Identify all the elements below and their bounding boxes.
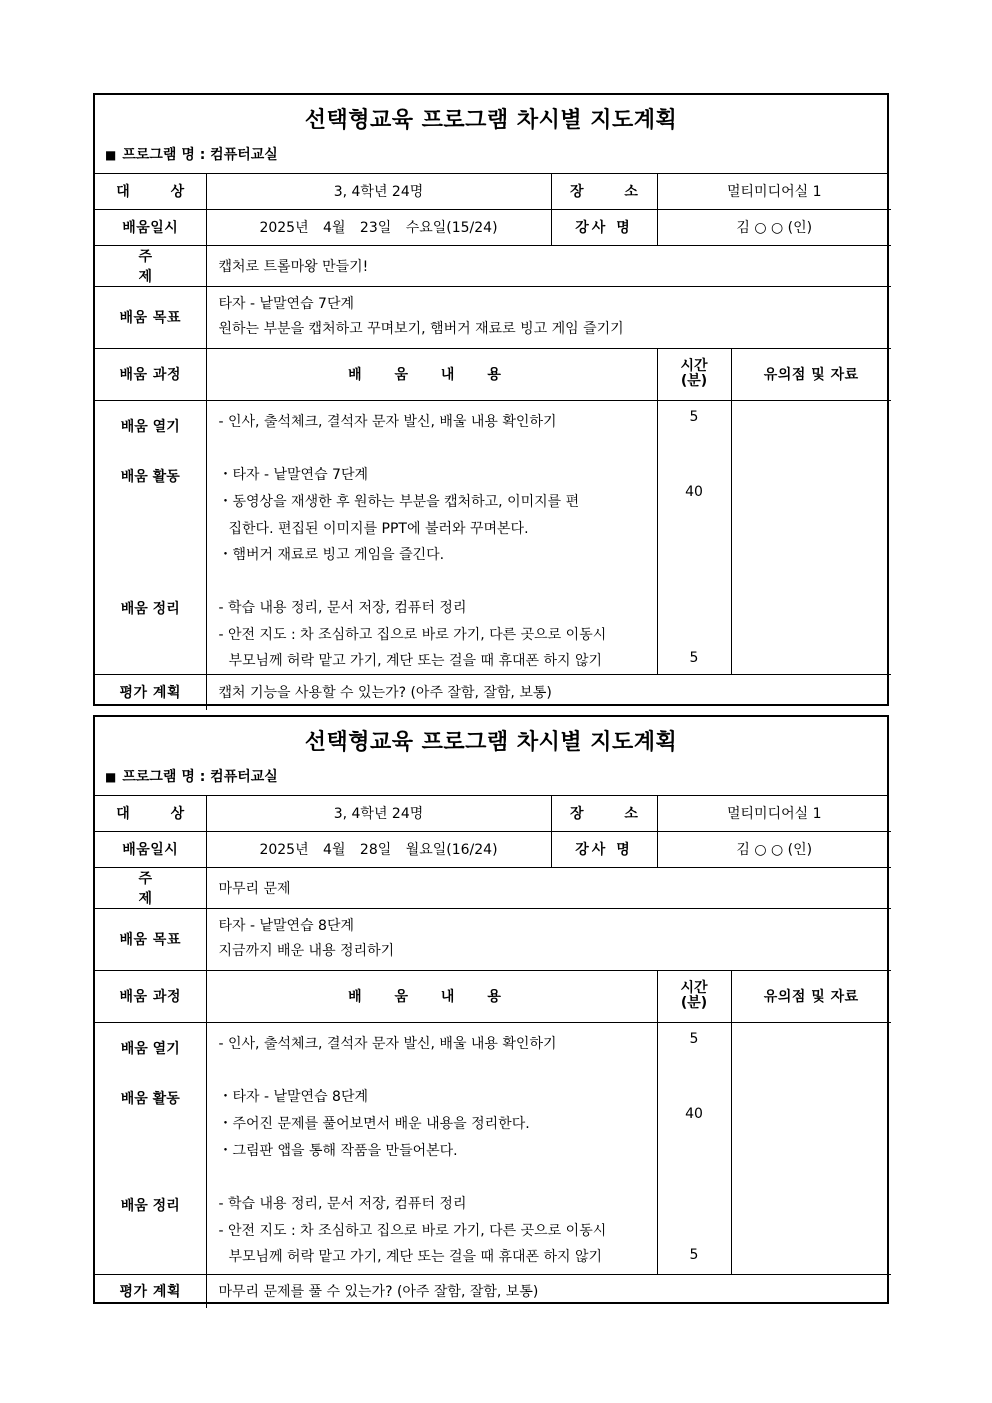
notes-column <box>731 400 891 674</box>
stage-opening: 배움 열기 <box>120 1040 180 1057</box>
content-line: - 학습 내용 정리, 문서 저장, 컴퓨터 정리 <box>218 1195 467 1212</box>
time-column <box>657 1022 731 1274</box>
process-column <box>95 1022 206 1274</box>
content-line: 집한다. 편집된 이미지를 PPT에 불러와 꾸며본다. <box>228 520 529 537</box>
stage-closing: 배움 정리 <box>120 1197 180 1214</box>
content-line: ・타자 - 낱말연습 8단계 <box>218 1088 369 1105</box>
document-title: 선택형교육 프로그램 차시별 지도계획 <box>304 730 678 755</box>
datetime-value: 2025년 4월 23일 수요일(15/24) <box>206 209 551 245</box>
notes-column <box>731 1022 891 1274</box>
lesson-plan-1 <box>93 93 889 706</box>
place-label: 장 소 <box>551 174 657 209</box>
time-value: 5 <box>689 408 699 425</box>
content-line: ・동영상을 재생한 후 원하는 부분을 캡처하고, 이미지를 편 <box>218 493 580 510</box>
square-bullet-icon: ■ <box>105 770 117 784</box>
content-line: ・주어진 문제를 풀어보면서 배운 내용을 정리한다. <box>218 1115 530 1132</box>
topic-label: 주 제 <box>95 867 206 908</box>
content-column <box>206 400 657 674</box>
goal-label: 배움 목표 <box>95 286 206 348</box>
plan-header <box>95 95 887 174</box>
program-name-text: 프로그램 명 : 컴퓨터교실 <box>122 147 278 163</box>
target-value: 3, 4학년 24명 <box>206 174 551 209</box>
evaluation-value: 마무리 문제를 풀 수 있는가? (아주 잘함, 잘함, 보통) <box>206 1274 891 1308</box>
time-value: 5 <box>689 649 699 666</box>
place-value: 멀티미디어실 1 <box>657 174 891 209</box>
evaluation-value: 캡처 기능을 사용할 수 있는가? (아주 잘함, 잘함, 보통) <box>206 674 891 710</box>
goal-line: 원하는 부분을 캡처하고 꾸며보기, 햄버거 재료로 빙고 게임 즐기기 <box>218 321 624 337</box>
goal-line: 지금까지 배운 내용 정리하기 <box>218 943 395 959</box>
content-line: - 안전 지도 : 차 조심하고 집으로 바로 가기, 다른 곳으로 이동시 <box>218 626 607 643</box>
topic-label: 주 제 <box>95 245 206 286</box>
content-header: 배 움 내 용 <box>206 970 657 1022</box>
stage-activity: 배움 활동 <box>120 1090 180 1107</box>
topic-value: 캡처로 트롤마왕 만들기! <box>206 245 891 286</box>
content-line: 부모님께 허락 맡고 가기, 계단 또는 걸을 때 휴대폰 하지 않기 <box>228 1248 603 1265</box>
notes-header: 유의점 및 자료 <box>731 970 891 1022</box>
stage-opening: 배움 열기 <box>120 418 180 435</box>
time-header-line2: (분) <box>680 373 708 389</box>
process-header: 배움 과정 <box>95 348 206 400</box>
plan-table <box>95 174 891 710</box>
goal-line: 타자 - 낱말연습 7단계 <box>218 296 355 312</box>
content-line: ・그림판 앱을 통해 작품을 만들어본다. <box>218 1142 458 1159</box>
document-title: 선택형교육 프로그램 차시별 지도계획 <box>304 108 678 133</box>
notes-header: 유의점 및 자료 <box>731 348 891 400</box>
time-value: 5 <box>689 1246 699 1263</box>
content-line: - 인사, 출석체크, 결석자 문자 발신, 배울 내용 확인하기 <box>218 1035 557 1052</box>
time-header-line1: 시간 <box>680 358 708 374</box>
place-label: 장 소 <box>551 796 657 831</box>
instructor-value: 김 ○ ○ (인) <box>657 209 891 245</box>
instructor-value: 김 ○ ○ (인) <box>657 831 891 867</box>
target-label: 대 상 <box>95 796 206 831</box>
evaluation-label: 평가 계획 <box>95 674 206 710</box>
stage-activity: 배움 활동 <box>120 468 180 485</box>
content-line: - 안전 지도 : 차 조심하고 집으로 바로 가기, 다른 곳으로 이동시 <box>218 1222 607 1239</box>
content-line: - 인사, 출석체크, 결석자 문자 발신, 배울 내용 확인하기 <box>218 413 557 430</box>
goal-line: 타자 - 낱말연습 8단계 <box>218 918 355 934</box>
goal-value <box>206 908 891 970</box>
plan-header <box>95 717 887 796</box>
lesson-plan-2 <box>93 715 889 1304</box>
process-header: 배움 과정 <box>95 970 206 1022</box>
place-value: 멀티미디어실 1 <box>657 796 891 831</box>
time-header <box>657 348 731 400</box>
time-header-line2: (분) <box>680 995 708 1011</box>
time-value: 40 <box>685 483 703 500</box>
goal-value <box>206 286 891 348</box>
process-column <box>95 400 206 674</box>
instructor-label: 강사 명 <box>551 209 657 245</box>
time-column <box>657 400 731 674</box>
target-label: 대 상 <box>95 174 206 209</box>
datetime-label: 배움일시 <box>95 209 206 245</box>
square-bullet-icon: ■ <box>105 148 117 162</box>
program-name <box>105 144 278 164</box>
datetime-value: 2025년 4월 28일 월요일(16/24) <box>206 831 551 867</box>
instructor-label: 강사 명 <box>551 831 657 867</box>
stage-closing: 배움 정리 <box>120 600 180 617</box>
topic-value: 마무리 문제 <box>206 867 891 908</box>
goal-label: 배움 목표 <box>95 908 206 970</box>
program-name-text: 프로그램 명 : 컴퓨터교실 <box>122 769 278 785</box>
content-header: 배 움 내 용 <box>206 348 657 400</box>
datetime-label: 배움일시 <box>95 831 206 867</box>
content-line: ・타자 - 낱말연습 7단계 <box>218 466 369 483</box>
target-value: 3, 4학년 24명 <box>206 796 551 831</box>
evaluation-label: 평가 계획 <box>95 1274 206 1308</box>
time-value: 5 <box>689 1030 699 1047</box>
content-column <box>206 1022 657 1274</box>
plan-table <box>95 796 891 1308</box>
time-value: 40 <box>685 1105 703 1122</box>
time-header <box>657 970 731 1022</box>
program-name <box>105 766 278 786</box>
time-header-line1: 시간 <box>680 980 708 996</box>
content-line: - 학습 내용 정리, 문서 저장, 컴퓨터 정리 <box>218 599 467 616</box>
content-line: 부모님께 허락 맡고 가기, 계단 또는 걸을 때 휴대폰 하지 않기 <box>228 652 603 669</box>
content-line: ・햄버거 재료로 빙고 게임을 즐긴다. <box>218 546 445 563</box>
